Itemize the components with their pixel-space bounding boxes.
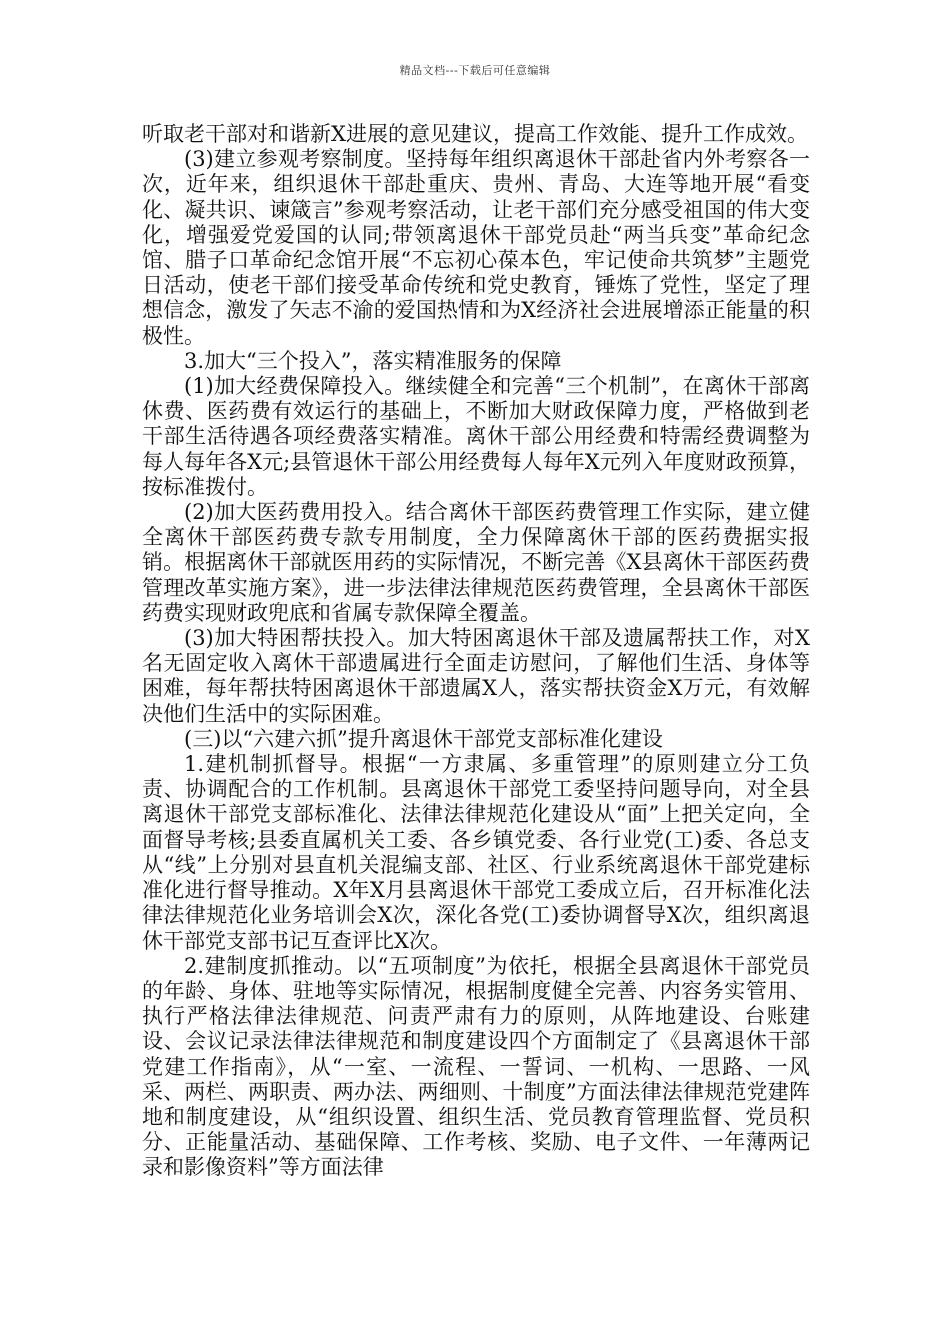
paragraph: (1)加大经费保障投入。继续健全和完善“三个机制”，在离休干部离休费、医药费有效运行的基础上，不断加大财政保障力度，严格做到老干部生活待遇各项经费落实精准。离休干部公用经费和特需经费调整为每人每年各X元;县管退休干部公用经费每人每年X元列入年度财政预算，按标准拨付。 (142, 374, 810, 499)
section-heading: (三)以“六建六抓”提升离退休干部党支部标准化建设 (184, 726, 663, 751)
paragraph: 2.建制度抓推动。以“五项制度”为依托，根据全县离退休干部党员的年龄、身体、驻地等实际情况，根据制度健全完善、内容务实管用、执行严格法律法律规范、问责严肃有力的原则，从阵地建设、台账建设、会议记录法律法律规范和制度建设四个方面制定了《县离退休干部党建工作指南》，从“一室、一流程、一誓词、一机构、一思路、一风采、两栏、两职责、两办法、两细则、十制度”方面法律法律规范党建阵地和制度建设，从“组织设置、组织生活、党员教育管理监督、党员积分、正能量活动、基础保障、工作考核、奖励、电子文件、一年薄两记录和影像资料”等方面法律 (142, 953, 810, 1180)
paragraph: (2)加大医药费用投入。结合离休干部医药费管理工作实际，建立健全离休干部医药费专款专用制度，全力保障离休干部的医药费据实报销。根据离休干部就医用药的实际情况，不断完善《X县离休干部医药费管理改革实施方案》，进一步法律法律规范医药费管理，全县离休干部医药费实现财政兜底和省属专款保障全覆盖。 (142, 500, 810, 625)
paragraph: 1.建机制抓督导。根据“一方隶属、多重管理”的原则建立分工负责、协调配合的工作机制。县离退休干部党工委坚持问题导向，对全县离退休干部党支部标准化、法律法律规范化建设从“面”上把关定向，全面督导考核;县委直属机关工委、各乡镇党委、各行业党(工)委、各总支从“线”上分别对县直机关混编支部、社区、行业系统离退休干部党建标准化进行督导推动。X年X月县离退休干部党工委成立后，召开标准化法律法律规范化业务培训会X次，深化各党(工)委协调督导X次，组织离退休干部党支部书记互查评比X次。 (142, 752, 810, 953)
paragraph: 听取老干部对和谐新X进展的意见建议，提高工作效能、提升工作成效。 (142, 122, 808, 146)
section-heading: 3.加大“三个投入”，落实精准服务的保障 (184, 348, 562, 373)
page-header: 精品文档---下载后可任意编辑 (399, 64, 551, 77)
paragraph: (3)建立参观考察制度。坚持每年组织离退休干部赴省内外考察各一次，近年来，组织退休干部赴重庆、贵州、青岛、大连等地开展“看变化、凝共识、谏箴言”参观考察活动，让老干部们充分感受祖国的伟大变化，增强爱党爱国的认同;带领离退休干部党员赴“两当兵变”革命纪念馆、腊子口革命纪念馆开展“不忘初心葆本色，牢记使命共筑梦”主题党日活动，使老干部们接受革命传统和党史教育，锤炼了党性，坚定了理想信念，激发了矢志不渝的爱国热情和为X经济社会进展增添正能量的积极性。 (142, 147, 810, 348)
paragraph: (3)加大特困帮扶投入。加大特困离退休干部及遗属帮扶工作，对X名无固定收入离休干部遗属进行全面走访慰问，了解他们生活、身体等困难，每年帮扶特困离退休干部遗属X人，落实帮扶资金X万元，有效解决他们生活中的实际困难。 (142, 626, 810, 726)
document-body (142, 122, 810, 1181)
